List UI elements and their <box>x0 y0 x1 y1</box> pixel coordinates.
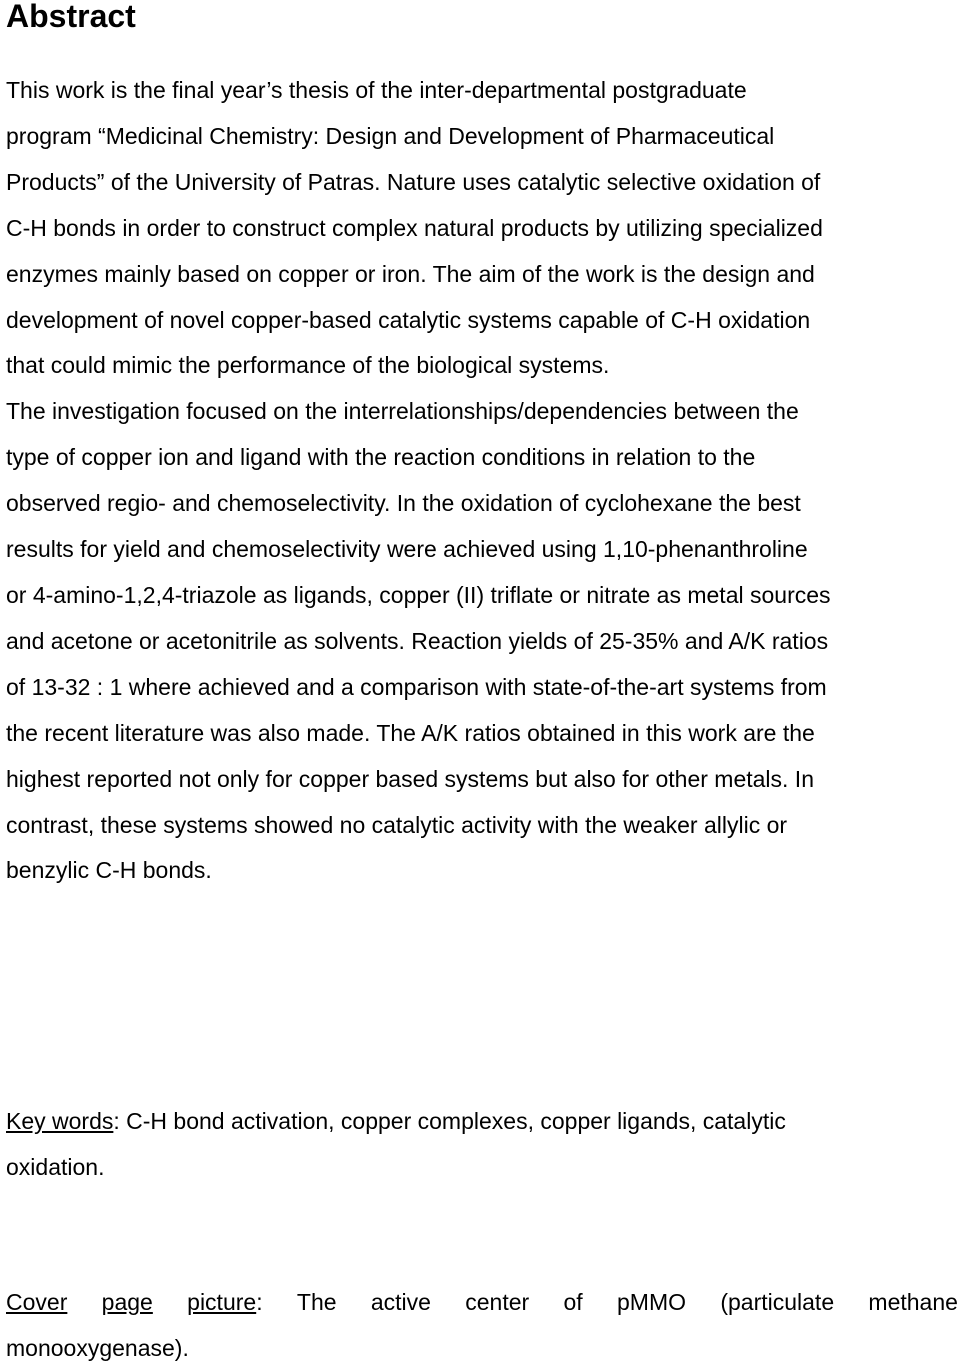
text-line: that could mimic the performance of the biological systems. <box>6 343 956 389</box>
cover-word: of <box>564 1280 583 1326</box>
text-line: results for yield and chemoselectivity were achieved using 1,10-phenanthroline <box>6 527 956 573</box>
cover-text-continued: monooxygenase). <box>6 1326 958 1371</box>
keywords-section <box>6 1099 956 1190</box>
text-line: of 13-32 : 1 where achieved and a comparison with state-of-the-art systems from <box>6 665 956 711</box>
text-line: This work is the final year’s thesis of the inter-departmental postgraduate <box>6 68 956 114</box>
abstract-text <box>6 68 956 894</box>
cover-word: (particulate <box>720 1280 834 1326</box>
cover-word: active <box>371 1280 431 1326</box>
cover-line <box>6 1280 958 1326</box>
text-line: The investigation focused on the interrelationships/dependencies between the <box>6 389 956 435</box>
cover-word: The <box>297 1280 337 1326</box>
keywords-line <box>6 1099 956 1145</box>
keywords-separator: : <box>113 1108 119 1134</box>
text-line: C-H bonds in order to construct complex natural products by utilizing specialized <box>6 206 956 252</box>
text-line: benzylic C-H bonds. <box>6 848 956 894</box>
text-line: or 4-amino-1,2,4-triazole as ligands, copper (II) triflate or nitrate as metal sources <box>6 573 956 619</box>
text-line: development of novel copper-based catalytic systems capable of C-H oxidation <box>6 298 956 344</box>
keywords-text-continued: oxidation. <box>6 1145 956 1191</box>
text-line: type of copper ion and ligand with the reaction conditions in relation to the <box>6 435 956 481</box>
text-line: enzymes mainly based on copper or iron. The aim of the work is the design and <box>6 252 956 298</box>
text-line: Products” of the University of Patras. Nature uses catalytic selective oxidation of <box>6 160 956 206</box>
cover-separator: : <box>256 1289 262 1315</box>
text-line: program “Medicinal Chemistry: Design and Development of Pharmaceutical <box>6 114 956 160</box>
cover-label-word: Cover <box>6 1280 67 1326</box>
cover-label-word: picture <box>187 1289 256 1315</box>
cover-word: center <box>465 1280 529 1326</box>
text-line: the recent literature was also made. The A/K ratios obtained in this work are the <box>6 711 956 757</box>
keywords-label: Key words <box>6 1108 113 1134</box>
text-line: and acetone or acetonitrile as solvents. Reaction yields of 25-35% and A/K ratios <box>6 619 956 665</box>
text-line: contrast, these systems showed no catalytic activity with the weaker allylic or <box>6 803 956 849</box>
cover-picture-section <box>6 1280 958 1371</box>
abstract-heading: Abstract <box>6 0 136 38</box>
text-line: observed regio- and chemoselectivity. In the oxidation of cyclohexane the best <box>6 481 956 527</box>
cover-label-last <box>187 1280 262 1326</box>
cover-label-word: page <box>102 1280 153 1326</box>
text-line: highest reported not only for copper based systems but also for other metals. In <box>6 757 956 803</box>
keywords-text: C-H bond activation, copper complexes, copper ligands, catalytic <box>120 1108 786 1134</box>
cover-word: methane <box>868 1280 958 1326</box>
cover-word: pMMO <box>617 1280 686 1326</box>
